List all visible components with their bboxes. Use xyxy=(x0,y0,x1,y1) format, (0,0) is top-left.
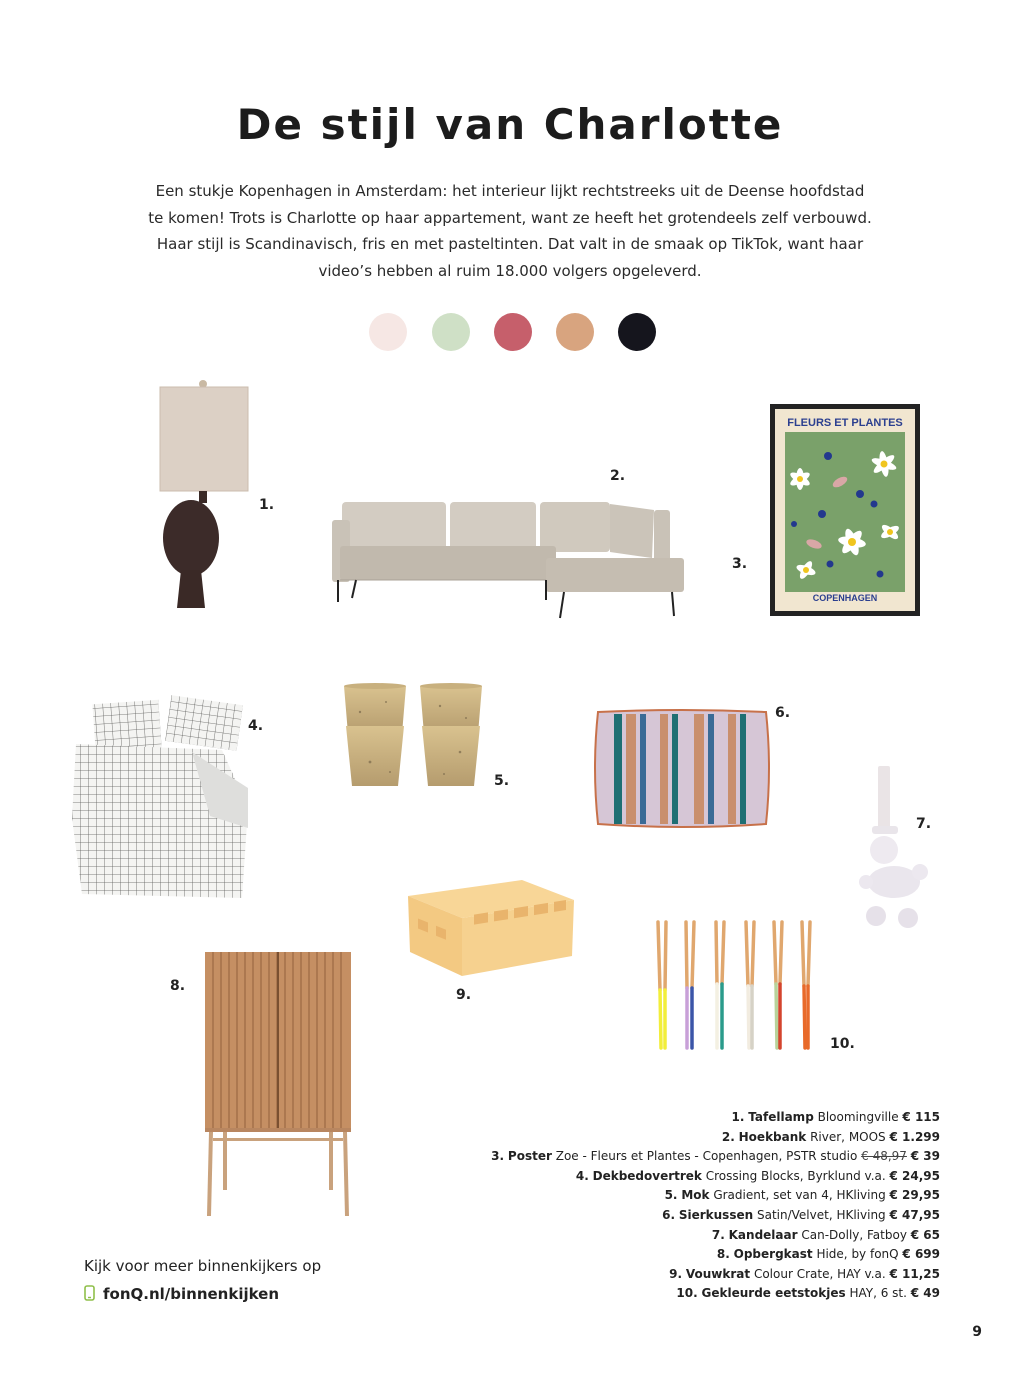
product-list-detail: Bloomingville xyxy=(817,1110,899,1124)
intro-line: te komen! Trots is Charlotte op haar appartement, want ze heeft het grotendeels zelf verbouwd. xyxy=(148,208,872,227)
product-list-price: € 29,95 xyxy=(889,1188,940,1203)
cushion-image[interactable] xyxy=(592,708,772,830)
poster-bottom-text: COPENHAGEN xyxy=(812,593,878,603)
product-list-price: € 24,95 xyxy=(889,1168,940,1183)
product-list-name: Mok xyxy=(681,1188,710,1203)
more-text: Kijk voor meer binnenkijkers op xyxy=(84,1257,322,1275)
product-list-number: 1. xyxy=(731,1110,745,1124)
intro-line: Een stukje Kopenhagen in Amsterdam: het interieur lijkt rechtstreeks uit de Deense hoofdstad xyxy=(155,182,865,200)
product-list-row xyxy=(491,1108,940,1128)
crate-image[interactable] xyxy=(402,876,578,980)
product-list-price: € 65 xyxy=(910,1227,940,1242)
binnenkijken-link-text[interactable]: fonQ.nl/binnenkijken xyxy=(103,1285,280,1303)
product-list-name: Kandelaar xyxy=(728,1227,798,1242)
duvet-image[interactable] xyxy=(72,698,252,902)
page-title: De stijl van Charlotte xyxy=(236,100,784,149)
product-list-detail: HAY, 6 st. xyxy=(849,1286,907,1301)
palette-swatch xyxy=(369,313,407,351)
phone-icon xyxy=(84,1285,95,1301)
product-list-name: Hoekbank xyxy=(738,1129,807,1144)
sofa-image[interactable] xyxy=(332,500,687,620)
product-list-detail: Can-Dolly, Fatboy xyxy=(801,1227,907,1242)
product-number: 2. xyxy=(610,468,626,484)
product-number: 5. xyxy=(494,773,510,789)
product-list-detail: Crossing Blocks, Byrklund v.a. xyxy=(705,1168,886,1183)
product-list-price: € 115 xyxy=(902,1110,940,1124)
product-list-detail: River, MOOS xyxy=(810,1129,886,1144)
product-list-number: 9. xyxy=(669,1266,683,1281)
intro-paragraph xyxy=(120,178,900,284)
palette-swatch xyxy=(556,313,594,351)
product-list-name: Opbergkast xyxy=(733,1247,813,1262)
product-number: 10. xyxy=(830,1036,855,1052)
product-list-number: 3. xyxy=(491,1149,505,1164)
product-list-row xyxy=(491,1186,940,1206)
candleholder-image[interactable] xyxy=(858,764,934,930)
product-list-row xyxy=(491,1226,940,1246)
palette-swatch xyxy=(432,313,470,351)
chopsticks-image[interactable] xyxy=(648,918,818,1050)
product-list-row xyxy=(491,1265,940,1285)
product-list-number: 10. xyxy=(676,1286,698,1301)
product-list-row xyxy=(491,1284,940,1304)
product-number: 3. xyxy=(732,556,748,572)
product-list-row xyxy=(491,1245,940,1265)
product-list-name: Gekleurde eetstokjes xyxy=(701,1286,846,1301)
product-list-number: 2. xyxy=(721,1129,735,1144)
product-list-row xyxy=(491,1128,940,1148)
product-list-detail: Colour Crate, HAY v.a. xyxy=(753,1266,886,1281)
product-list-detail: Satin/Velvet, HKliving xyxy=(756,1207,886,1222)
product-list-detail: Zoe - Fleurs et Plantes - Copenhagen, PSTR studio xyxy=(555,1149,858,1164)
product-list-name: Sierkussen xyxy=(678,1207,754,1222)
product-list-price: € 1.299 xyxy=(889,1129,940,1144)
product-list-number: 7. xyxy=(711,1227,725,1242)
product-list xyxy=(491,1108,940,1304)
product-list-price: € 11,25 xyxy=(889,1266,940,1281)
product-number: 4. xyxy=(248,718,264,734)
product-list-number: 8. xyxy=(716,1247,730,1262)
product-list-row xyxy=(491,1206,940,1226)
palette-swatch xyxy=(618,313,656,351)
product-list-name: Vouwkrat xyxy=(685,1266,751,1281)
product-number: 6. xyxy=(775,705,791,721)
product-list-row xyxy=(491,1147,940,1167)
product-list-price: € 699 xyxy=(902,1247,940,1262)
product-number: 1. xyxy=(259,497,275,513)
product-list-detail: Gradient, set van 4, HKliving xyxy=(713,1188,886,1203)
product-list-old-price: € 48,97 xyxy=(861,1149,907,1164)
product-number: 8. xyxy=(170,978,186,994)
product-list-name: Poster xyxy=(507,1149,552,1164)
intro-line: video’s hebben al ruim 18.000 volgers opgeleverd. xyxy=(318,261,702,280)
poster-top-text: FLEURS ET PLANTES xyxy=(787,417,903,429)
product-list-number: 6. xyxy=(662,1207,676,1222)
product-list-detail: Hide, by fonQ xyxy=(816,1247,899,1262)
product-list-row xyxy=(491,1167,940,1187)
product-list-price: € 47,95 xyxy=(889,1207,940,1222)
product-number: 7. xyxy=(916,816,932,832)
poster-image[interactable] xyxy=(770,404,920,616)
product-number: 9. xyxy=(456,987,472,1003)
palette-swatch xyxy=(494,313,532,351)
product-list-price: € 39 xyxy=(910,1149,940,1164)
lamp-image[interactable] xyxy=(155,380,255,610)
product-list-price: € 49 xyxy=(910,1286,940,1301)
cabinet-image[interactable] xyxy=(203,952,353,1218)
product-list-number: 4. xyxy=(575,1168,589,1183)
product-list-name: Dekbedovertrek xyxy=(592,1168,702,1183)
product-list-name: Tafellamp xyxy=(748,1110,814,1124)
page-number: 9 xyxy=(972,1324,982,1340)
binnenkijken-link[interactable] xyxy=(84,1283,279,1303)
product-list-number: 5. xyxy=(664,1188,678,1203)
mugs-image[interactable] xyxy=(340,682,488,790)
intro-line: Haar stijl is Scandinavisch, fris en met pasteltinten. Dat valt in de smaak op TikTok, want haar xyxy=(156,235,864,253)
